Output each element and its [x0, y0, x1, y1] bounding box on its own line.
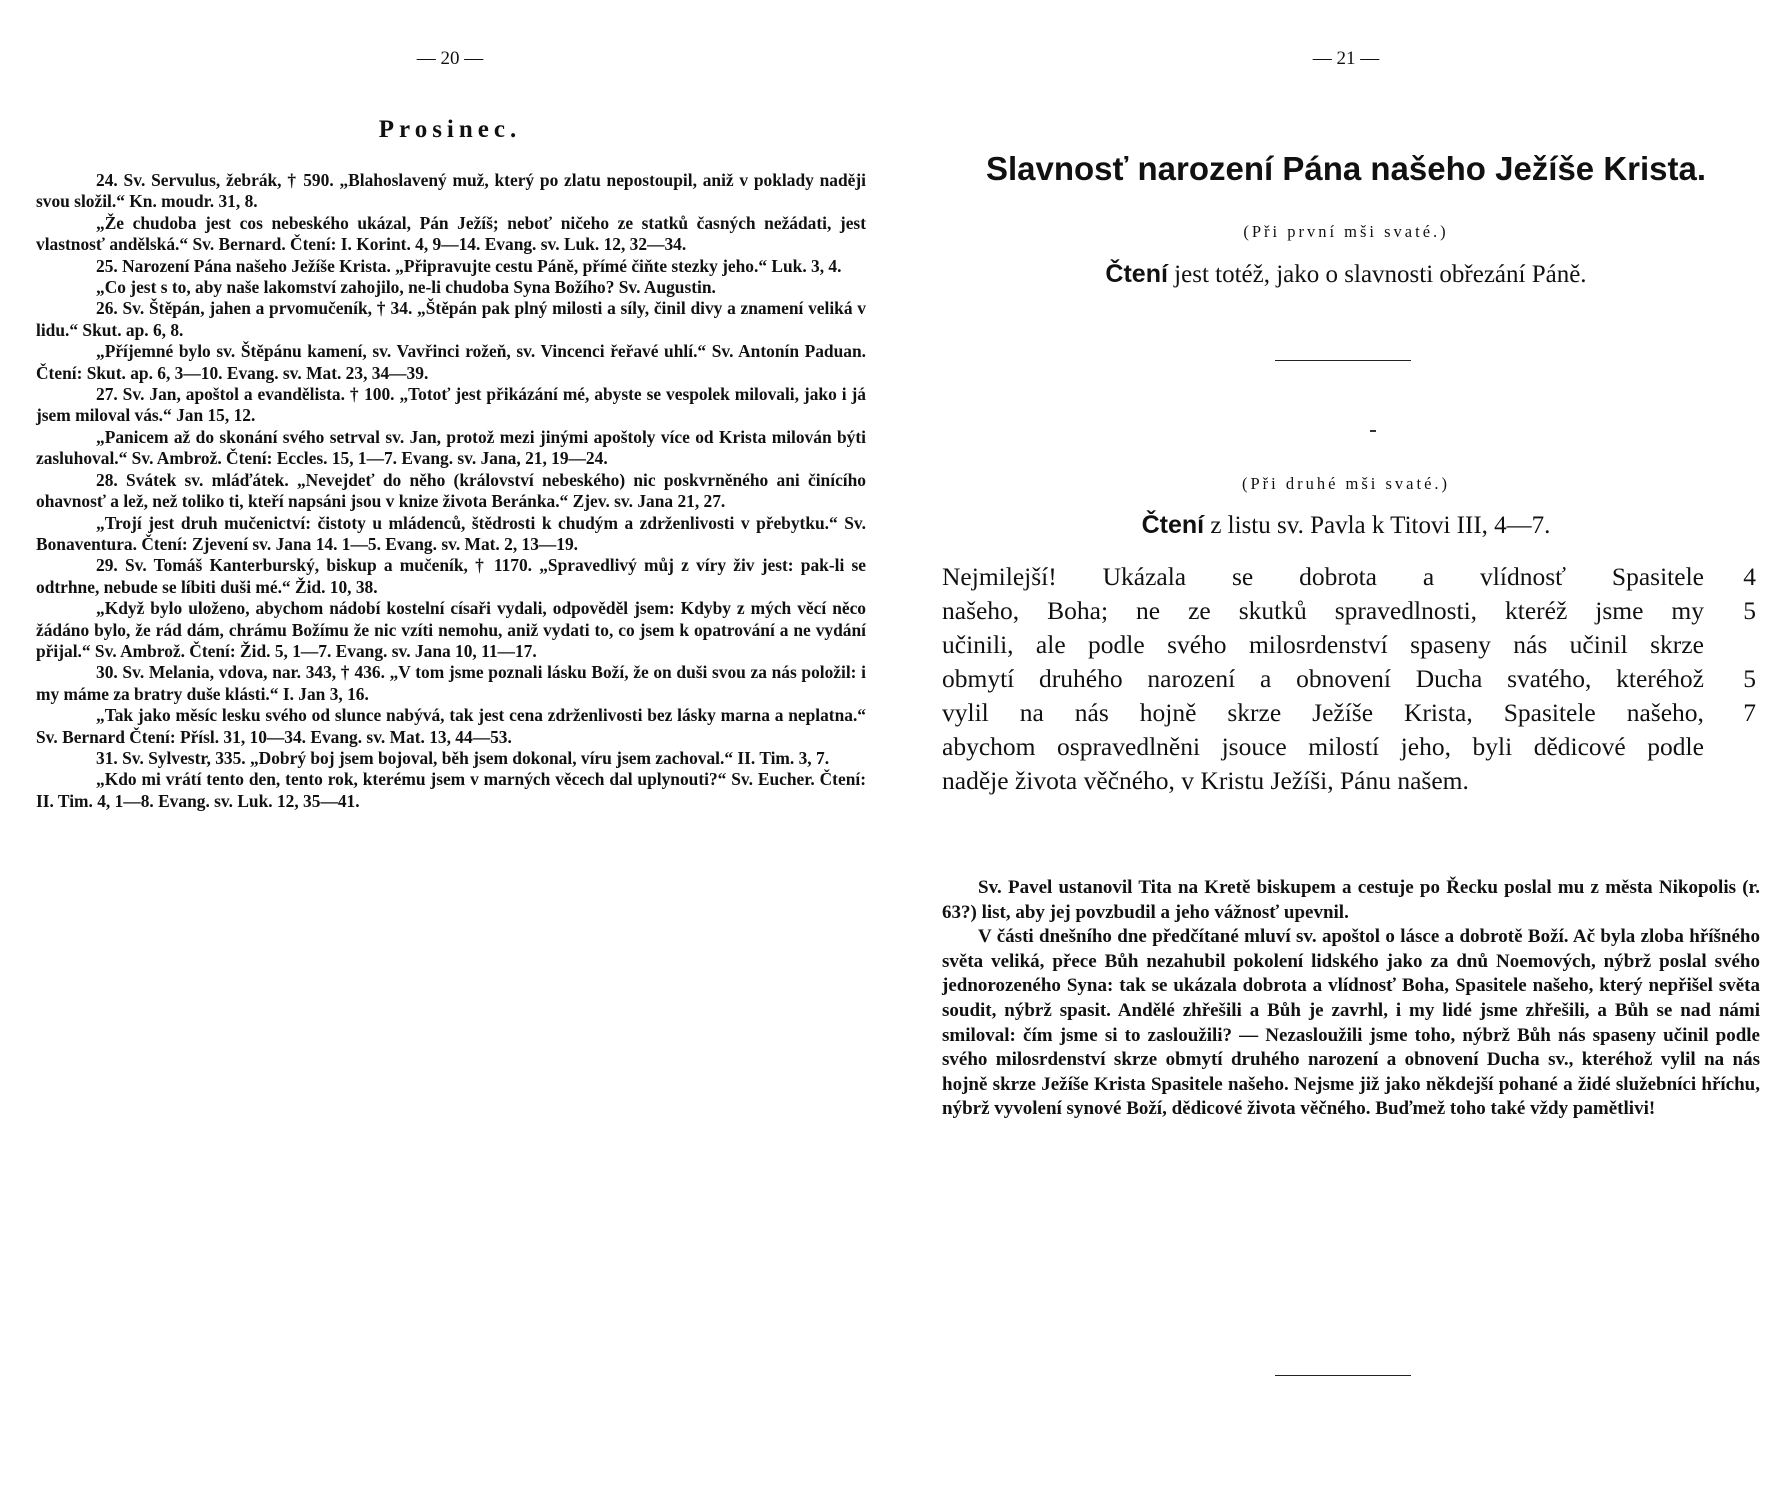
entry-name: 28. Svátek sv. mláďátek. — [96, 469, 289, 490]
feast-title: Slavnosť narození Pána našeho Ježíše Krista. — [985, 150, 1707, 187]
entry-text: „Tak jako měsíc lesku svého od slunce nabývá, tak jest cena zdrženlivosti bez lásky marna a neplatna.“ Sv. Bernard Čtení: Přísl. 31, 10—34. Evang. sv. Mat. 13, 44—53. — [36, 705, 866, 747]
entry-name: 31. Sv. Sylvestr, — [96, 747, 211, 768]
entry-text: vdova, nar. 343, † 436. „V tom jsme poznali lásku Boží, že on duši svou za nás položil: i my máme za bratry duše klásti.“ I. Jan 3, 16. — [36, 662, 866, 704]
second-reading — [900, 511, 1792, 540]
entry-text: „Nevejdeť do něho (království nebeského) nic poskvrněného ani činícího ohavnosť a lež, než toliko ti, kteří napsáni jsou v knize života Beránka.“ Zjev. sv. Jana 21, 27. — [36, 469, 866, 512]
entry-name: 29. Sv. Tomáš Kanterburský, — [96, 555, 320, 576]
verse-number — [1716, 628, 1756, 662]
entry — [36, 705, 866, 748]
entry-text: jahen a prvomučeník, † 34. „Štěpán pak plný milosti a síly, činil divy a znamení veliká v lidu.“ Skut. ap. 6, 8. — [36, 298, 866, 340]
verse-number: 4 — [1743, 562, 1756, 591]
page-title: Prosinec. — [378, 116, 522, 143]
commentary-paragraph: Sv. Pavel ustanovil Tita na Kretě biskupem a cestuje po Řecku poslal mu z města Nikopolis (r. 63?) list, aby jej povzbudil a jeho vážnosť upevnil. — [942, 877, 1760, 923]
page-number: — 20 — — [416, 48, 484, 69]
entry-text: „Co jest s to, aby naše lakomství zahojilo, ne-li chudoba Syna Božího? Sv. Augustin. — [96, 277, 716, 298]
entry — [36, 662, 866, 705]
entry-text: „Příjemné bylo sv. Štěpánu kamení, sv. Vavřinci rožeň, sv. Vincenci řeřavé uhlí.“ Sv. Antonín Paduan. Čtení: Skut. ap. 6, 3—10. Evang. sv. Mat. 23, 34—39. — [36, 341, 866, 383]
entry-text: žebrák, † 590. „Blahoslavený muž, který po zlatu nepostoupil, aniž v poklady naději svou složil.“ Kn. moudr. 31, 8. — [36, 170, 866, 212]
entry-name: 25. Narození Pána našeho Ježíše Krista. — [96, 255, 391, 276]
entry — [36, 277, 866, 298]
entry — [36, 769, 866, 812]
entry-text: apoštol a evandělista. † 100. „Totoť jest přikázání mé, abyste se vespolek milovali, jako i já jsem miloval vás.“ Jan 15, 12. — [36, 384, 866, 426]
commentary-paragraph: V části dnešního dne předčítané mluví sv. apoštol o lásce a dobrotě Boží. Ač byla zloba hříšného světa veliká, přece Bůh nezahubil pokolení lidského jako za dnů Noemových, nýbrž poslal svého jednorozeného Syna: tak se ukázala dobrota a vlídnosť Boha, Spasitele našeho, který nepřišel světa soudit, nýbrž spasit. Andělé zhřešili a Bůh je zavrhl, i my lidé jsme zhřešili, a Bůh se nad námi smiloval: čím jsme si to zasloužili? — Nezasloužili jsme toho, nýbrž Bůh nás spaseny učinil podle svého milosrdenství skrze obmytí druhého narození a obnovení Ducha sv., kteréhož vylil na nás hojně skrze Ježíše Krista Spasitele našeho. Nejsme již jako někdejší pohané a židé služebníci hříchu, nýbrž vyvolení synové Boží, dědicové života věčného. Buďmež toho také vždy pamětlivi! — [942, 926, 1760, 1120]
verse-numbers — [1716, 560, 1756, 730]
entry-name: 26. Sv. Štěpán, — [96, 298, 205, 319]
entry-text: „Že chudoba jest cos nebeského ukázal, Pán Ježíš; neboť ničeho ze statků časných nežádati, jest vlastnosť andělská.“ Sv. Bernard. Čtení: I. Korint. 4, 9—14. Evang. sv. Luk. 12, 32—34. — [36, 212, 866, 255]
entry — [36, 598, 866, 662]
entry-number: 24. — [96, 170, 118, 190]
entry — [36, 513, 866, 556]
entry — [36, 256, 866, 277]
entry-text: „Panicem až do skonání svého setrval sv. Jan, protož mezi jinými apoštoly více od Krista milován býti zasluhoval.“ Sv. Ambrož. Čtení: Eccles. 15, 1—7. Evang. sv. Jana, 21, 19—24. — [36, 426, 866, 469]
epistle-line: naděje života věčného, v Kristu Ježíši, Pánu našem. — [942, 766, 1469, 795]
entry — [36, 555, 866, 598]
reading-text: jest totéž, jako o slavnosti obřezání Páně. — [1174, 261, 1587, 288]
verse-number: 7 — [1743, 698, 1756, 727]
epistle-line: učinili, ale podle svého milosrdenství spaseny nás učinil skrze — [942, 630, 1704, 659]
entry — [36, 298, 866, 341]
epistle-text — [942, 560, 1704, 798]
page-number: — 21 — — [1312, 48, 1380, 69]
divider-rule — [1275, 1375, 1411, 1376]
epistle-line: abychom ospravedlněni jsouce milostí jeho, byli dědicové podle — [942, 732, 1704, 761]
epistle-line: vylil na nás hojně skrze Ježíše Krista, Spasitele našeho, — [942, 698, 1704, 727]
second-mass-heading: (Při druhé mši svaté.) — [1241, 474, 1451, 493]
entry — [36, 384, 866, 427]
calendar-entries — [36, 170, 866, 812]
entry — [36, 170, 866, 213]
entry-name: 30. Sv. Melania, — [96, 662, 215, 683]
entry-text: biskup a mučeník, † 1170. „Spravedlivý můj z víry živ jest: pak-li se odtrhne, nebude se líbiti duši mé.“ Žid. 10, 38. — [36, 555, 866, 597]
entry-name: 27. Sv. Jan, — [96, 384, 181, 405]
entry-text: „Kdo mi vrátí tento den, tento rok, kterému jsem v marných věcech dal uplynouti?“ Sv. Eucher. Čtení: II. Tim. 4, 1—8. Evang. sv. Luk. 12, 35—41. — [36, 769, 866, 811]
entry-text: 335. „Dobrý boj jsem bojoval, běh jsem dokonal, víru jsem zachoval.“ II. Tim. 3, 7. — [215, 747, 830, 768]
reading-keyword: Čtení — [1105, 260, 1168, 288]
verse-number: 5 — [1743, 596, 1756, 625]
epistle-line: našeho, Boha; ne ze skutků spravedlnosti, kteréž jsme my — [942, 596, 1704, 625]
entry-text: „Připravujte cestu Páně, přímé čiňte stezky jeho.“ Luk. 3, 4. — [395, 255, 842, 276]
entry-text: „Trojí jest druh mučenictví: čistoty u mládenců, štědrosti k chudým a zdrženlivosti v přebytku.“ Sv. Bonaventura. Čtení: Zjevení sv. Jana 14. 1—5. Evang. sv. Mat. 2, 13—19. — [36, 512, 866, 554]
first-mass-heading: (Při první mši svaté.) — [1243, 222, 1449, 241]
epistle-line: Nejmilejší! Ukázala se dobrota a vlídnosť Spasitele — [942, 562, 1704, 591]
divider-rule — [1275, 360, 1411, 361]
entry — [36, 341, 866, 384]
entry — [36, 748, 866, 769]
commentary — [942, 876, 1760, 1122]
entry-text: „Když bylo uloženo, abychom nádobí kostelní císaři vydali, odpověděl jsem: Kdyby z mých věcí něco žádáno bylo, že rád dám, chrámu Božímu že nic vzíti nemohu, aniž vydati to, co jsem k opatrování a ne vydání přijal.“ Sv. Ambrož. Čtení: Žid. 5, 1—7. Evang. sv. Jana 10, 11—17. — [36, 598, 866, 661]
reading-keyword: Čtení — [1141, 511, 1205, 539]
verse-number: 5 — [1743, 664, 1756, 693]
first-reading — [900, 260, 1792, 289]
right-page — [900, 0, 1792, 1500]
entry-name: Sv. Servulus, — [123, 170, 221, 190]
reading-text: z listu sv. Pavla k Titovi III, 4—7. — [1210, 512, 1551, 539]
entry — [36, 213, 866, 256]
print-mark — [1370, 430, 1376, 432]
entry — [36, 470, 866, 513]
epistle-line: obmytí druhého narození a obnovení Ducha svatého, kteréhož — [942, 664, 1704, 693]
entry — [36, 427, 866, 470]
